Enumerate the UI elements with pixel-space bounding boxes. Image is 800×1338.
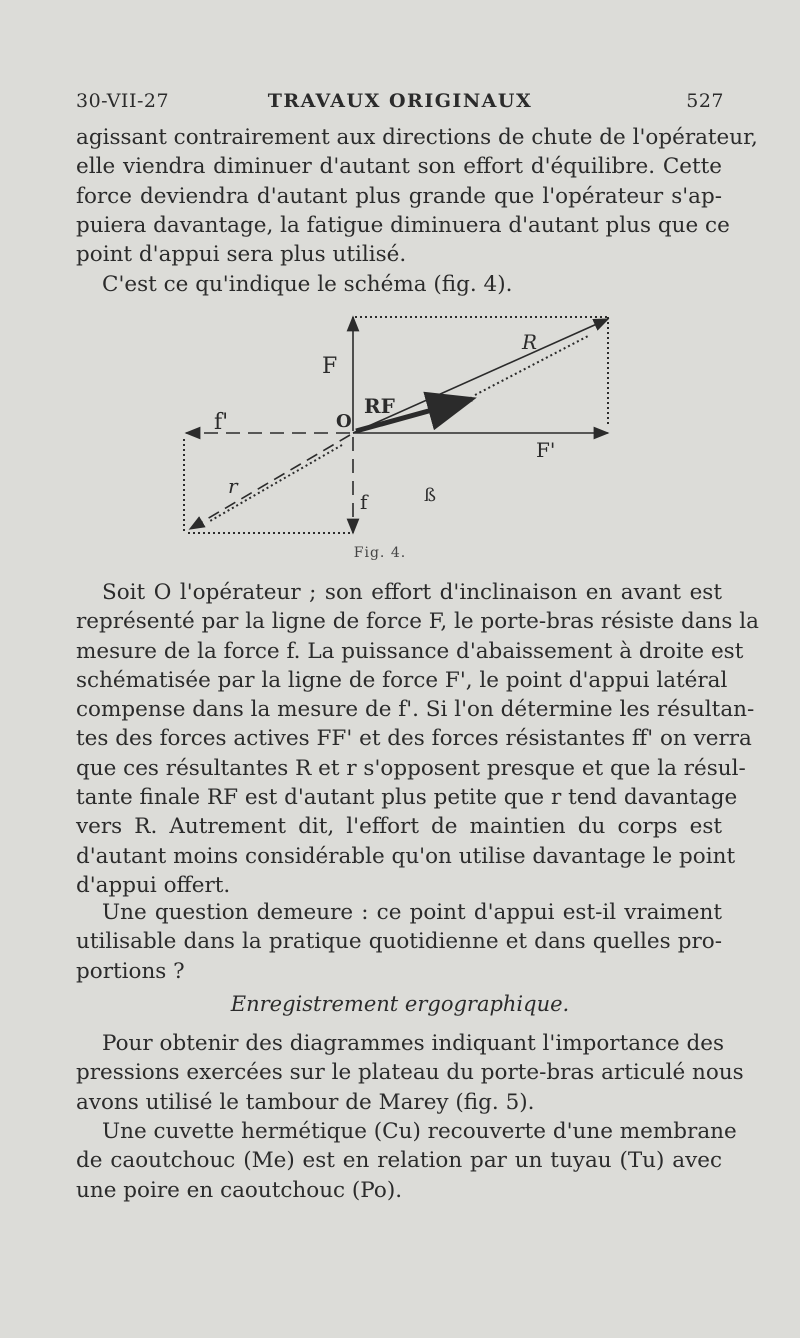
text-line: avons utilisé le tambour de Marey (fig. 5). xyxy=(76,1089,535,1115)
text-line: d'appui offert. xyxy=(76,872,231,898)
text-line: d'autant moins considérable qu'on utilise davantage le point xyxy=(76,843,736,869)
text-line: de caoutchouc (Me) est en relation par un tuyau (Tu) avec xyxy=(76,1148,722,1174)
text-line: tante finale RF est d'autant plus petite que r tend davantage xyxy=(76,785,738,811)
text-line: point d'appui sera plus utilisé. xyxy=(76,242,407,268)
text-line: Une question demeure : ce point d'appui est-il vraiment xyxy=(102,900,722,925)
figure-caption: Fig. 4. xyxy=(353,545,407,561)
text-line: une poire en caoutchouc (Po). xyxy=(76,1177,403,1203)
paragraph-4 xyxy=(76,898,722,986)
label-b: ß xyxy=(424,485,437,506)
text-line: agissant contrairement aux directions de chute de l'opérateur, xyxy=(76,125,758,150)
text-line: puiera davantage, la fatigue diminuera d'autant plus que ce xyxy=(76,212,730,238)
text-line: Soit O l'opérateur ; son effort d'inclinaison en avant est xyxy=(102,580,722,605)
text-line: utilisable dans la pratique quotidienne et dans quelles pro- xyxy=(76,929,722,955)
text-line: force deviendra d'autant plus grande que l'opérateur s'ap- xyxy=(76,183,722,209)
force-diagram xyxy=(170,305,630,545)
label-f: f xyxy=(360,490,368,514)
paragraph-3 xyxy=(76,578,759,900)
text-line: pressions exercées sur le plateau du porte-bras articulé nous xyxy=(76,1060,744,1086)
label-F: F xyxy=(322,354,338,379)
text-line: tes des forces actives FF' et des forces résistantes ff' on verra xyxy=(76,726,752,752)
resultant-r-line xyxy=(190,435,350,529)
text-line: représenté par la ligne de force F, le porte-bras résiste dans la xyxy=(76,609,759,635)
label-R: R xyxy=(522,330,538,354)
running-header xyxy=(76,90,724,114)
label-r: r xyxy=(228,474,238,498)
text-line: elle viendra diminuer d'autant son effort d'équilibre. Cette xyxy=(76,154,722,180)
label-f-prime: f' xyxy=(214,410,229,435)
section-title: Enregistrement ergographique. xyxy=(230,992,570,1016)
page-number: 527 xyxy=(686,90,724,112)
label-RF: RF xyxy=(364,394,395,418)
text-line: schématisée par la ligne de force F', le point d'appui latéral xyxy=(76,667,728,693)
label-O: O xyxy=(336,411,352,432)
paragraph-6 xyxy=(76,1117,737,1205)
header-date: 30-VII-27 xyxy=(76,90,170,112)
text-line: mesure de la force f. La puissance d'abaissement à droite est xyxy=(76,638,744,664)
text-line: portions ? xyxy=(76,958,185,984)
text-line: compense dans la mesure de f'. Si l'on détermine les résultan- xyxy=(76,697,755,723)
text-line: vers R. Autrement dit, l'effort de maintien du corps est xyxy=(76,814,722,840)
label-F-prime: F' xyxy=(536,438,556,462)
text-line: Une cuvette hermétique (Cu) recouverte d'une membrane xyxy=(102,1119,737,1144)
header-title: TRAVAUX ORIGINAUX xyxy=(267,90,533,112)
paragraph-5 xyxy=(76,1029,744,1117)
text-line: que ces résultantes R et r s'opposent presque et que la résul- xyxy=(76,755,746,781)
text-line: Pour obtenir des diagrammes indiquant l'importance des xyxy=(102,1031,725,1056)
text-line: C'est ce qu'indique le schéma (fig. 4). xyxy=(102,272,513,297)
paragraph-2 xyxy=(76,270,722,299)
paragraph-1 xyxy=(76,123,758,269)
